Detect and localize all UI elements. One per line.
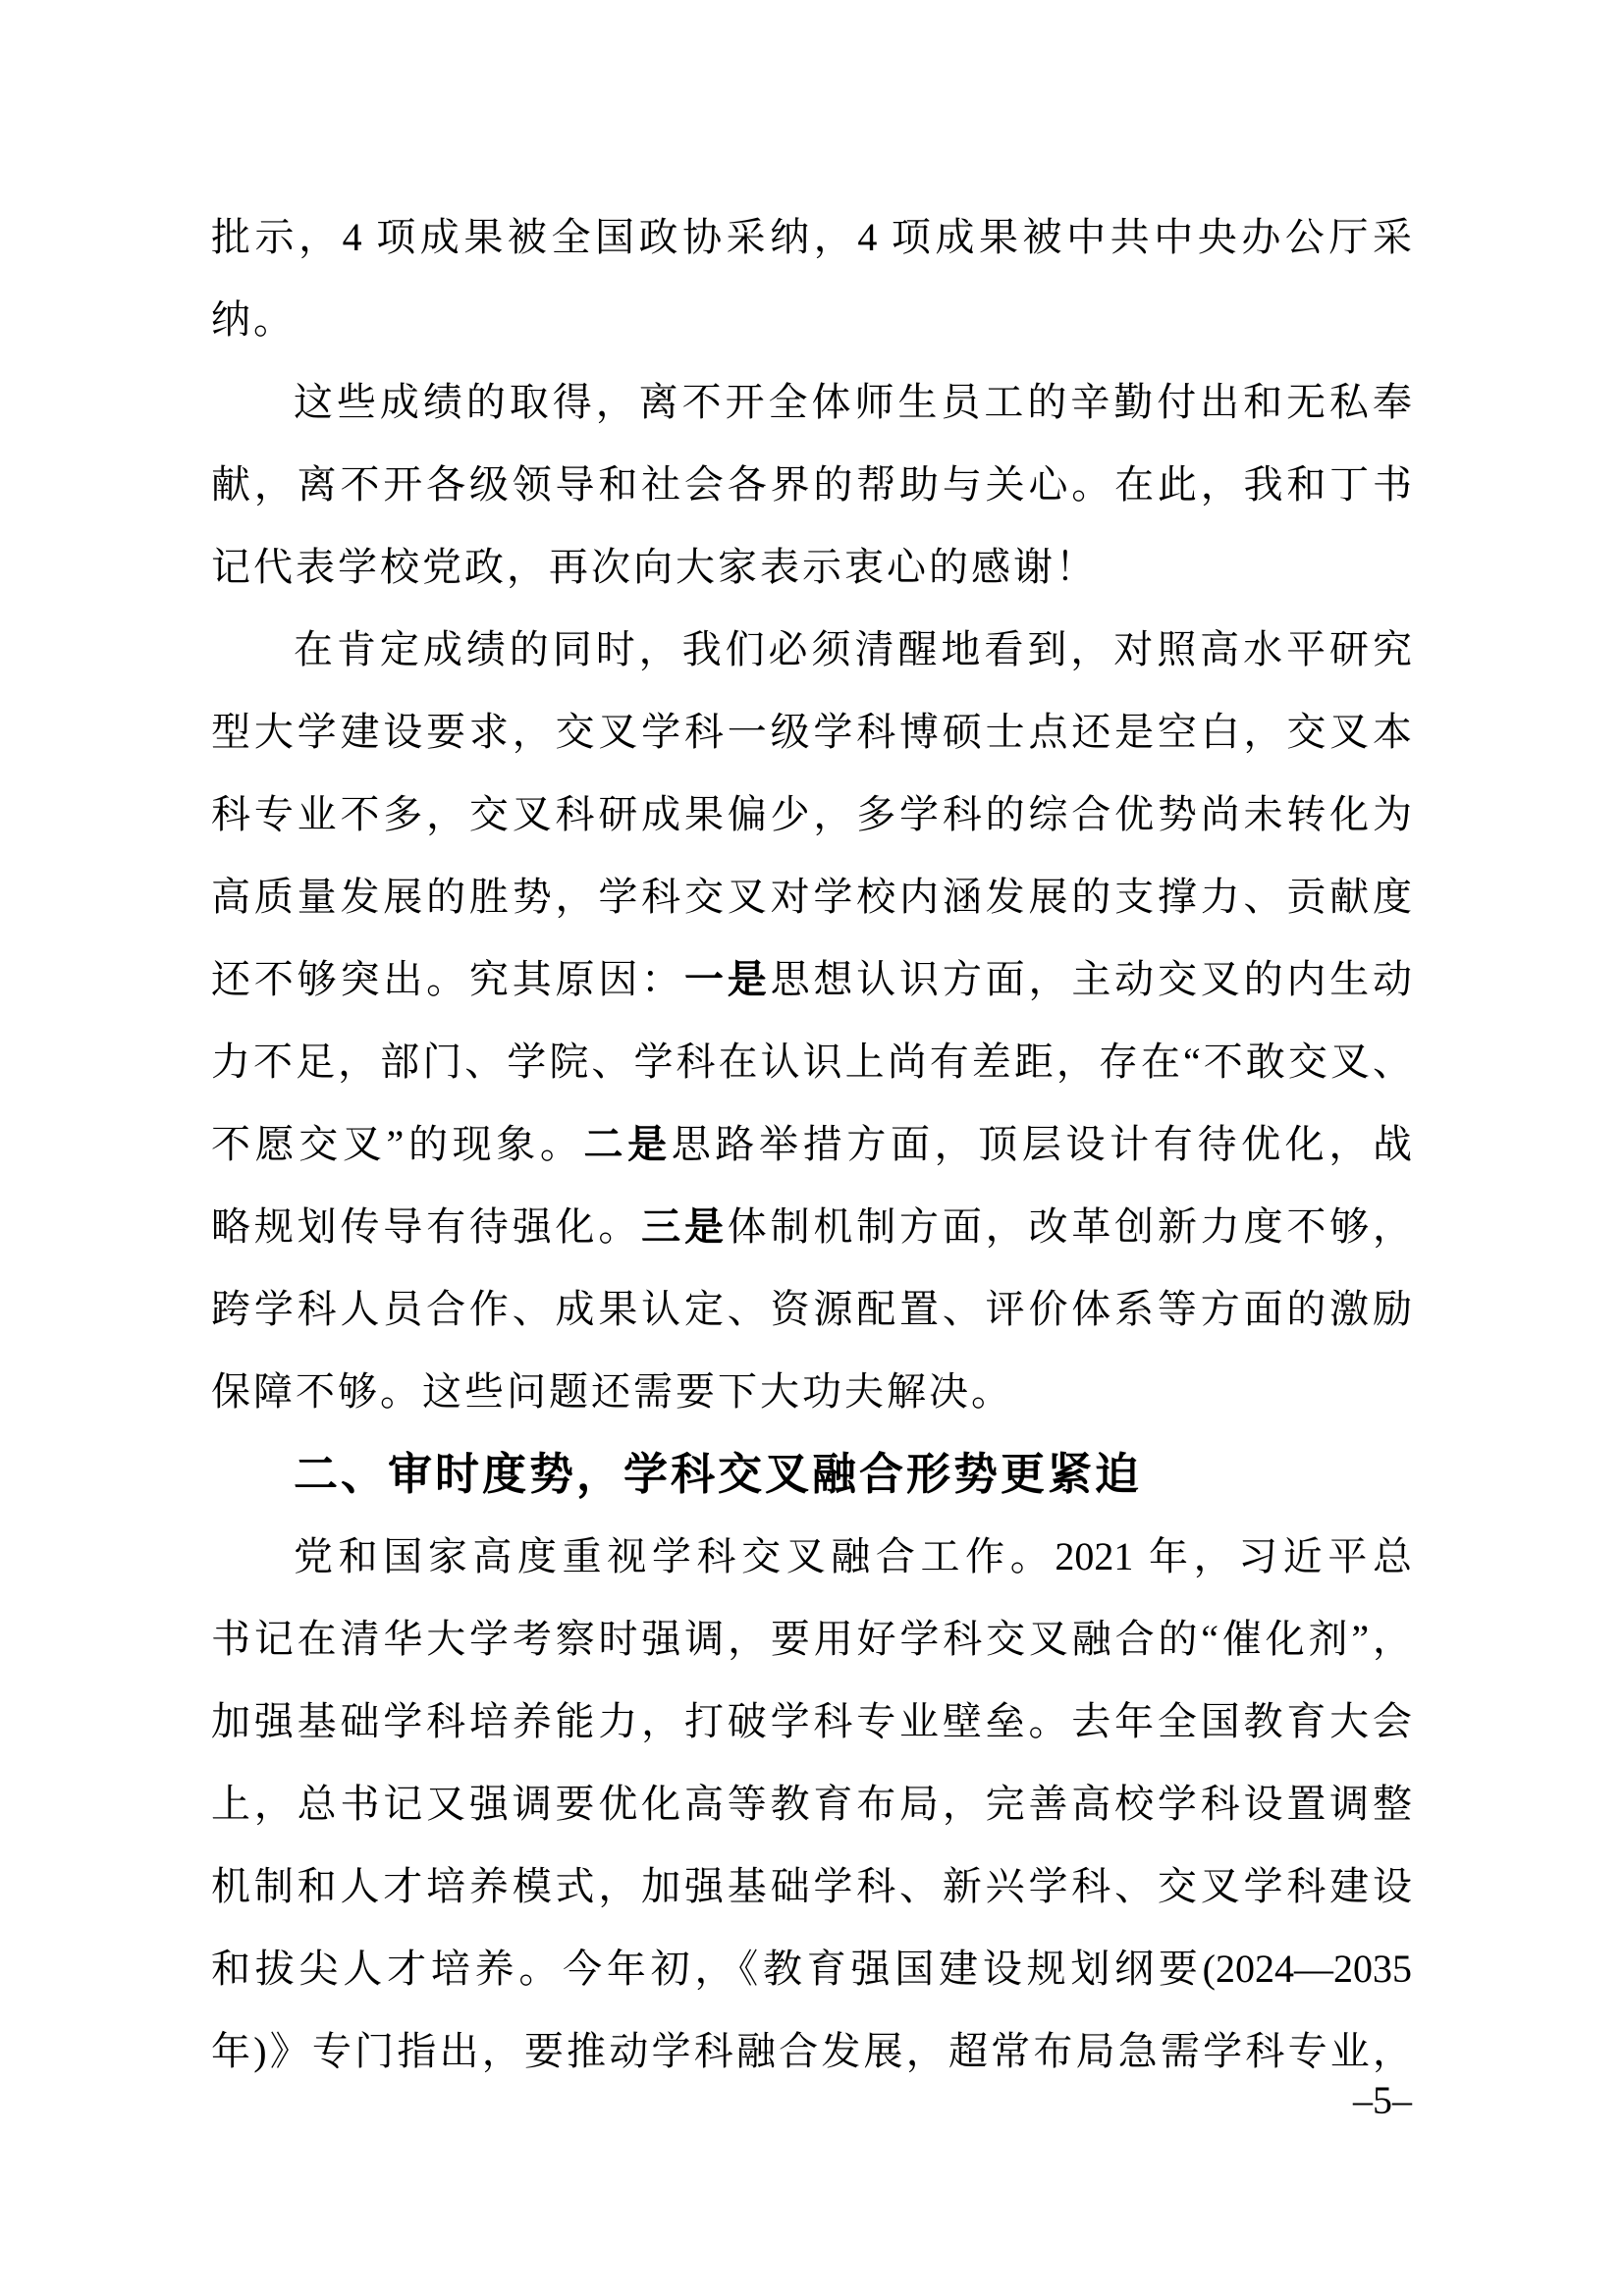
text-line xyxy=(211,1763,1412,1845)
body-text-segment: 加强基础学科培养能力，打破学科专业壁垒。去年全国教育大会 xyxy=(211,1699,1412,1743)
body-text-segment: 记代表学校党政，再次向大家表示衷心的感谢！ xyxy=(211,545,1098,589)
body-text-segment: 型大学建设要求，交叉学科一级学科博硕士点还是空白，交叉本 xyxy=(211,710,1412,754)
body-text-segment: 机制和人才培养模式，加强基础学科、新兴学科、交叉学科建设 xyxy=(211,1864,1412,1908)
body-text-segment: 党和国家高度重视学科交叉融合工作。2021 年，习近平总 xyxy=(294,1534,1412,1578)
emphasis-text: 二、审时度势，学科交叉融合形势更紧迫 xyxy=(294,1449,1143,1499)
body-text-segment: 书记在清华大学考察时强调，要用好学科交叉融合的“催化剂”， xyxy=(211,1617,1412,1661)
text-line xyxy=(211,1268,1412,1351)
text-line xyxy=(211,1516,1412,1598)
body-text-segment: 体制机制方面，改革创新力度不够， xyxy=(727,1204,1413,1249)
text-line xyxy=(211,1928,1412,2010)
text-line xyxy=(211,774,1412,856)
text-line xyxy=(211,1681,1412,1763)
body-text-segment: 保障不够。这些问题还需要下大功夫解决。 xyxy=(211,1369,1013,1414)
body-text-segment: 献，离不开各级领导和社会各界的帮助与关心。在此，我和丁书 xyxy=(211,462,1412,507)
text-line xyxy=(211,938,1412,1021)
text-line xyxy=(211,279,1412,361)
body-text-segment: 批示，4 项成果被全国政协采纳，4 项成果被中共中央办公厅采 xyxy=(211,215,1412,259)
body-text-segment: 思想认识方面，主动交叉的内生动 xyxy=(770,957,1413,1001)
page-number: –5– xyxy=(1353,2078,1412,2122)
text-line xyxy=(211,1103,1412,1186)
text-line xyxy=(211,526,1412,609)
body-text-segment: 这些成绩的取得，离不开全体师生员工的辛勤付出和无私奉 xyxy=(294,380,1412,424)
body-text-segment: 思路举措方面，顶层设计有待优化，战 xyxy=(671,1122,1412,1166)
body-text-segment: 在肯定成绩的同时，我们必须清醒地看到，对照高水平研究 xyxy=(294,627,1412,671)
text-line xyxy=(211,856,1412,938)
body-text-segment: 科专业不多，交叉科研成果偏少，多学科的综合优势尚未转化为 xyxy=(211,792,1412,836)
text-line xyxy=(211,1351,1412,1433)
section-heading xyxy=(211,1433,1412,1516)
emphasis-text: 三是 xyxy=(641,1204,728,1249)
body-text-segment: 高质量发展的胜势，学科交叉对学校内涵发展的支撑力、贡献度 xyxy=(211,875,1412,919)
body-text-segment: 上，总书记又强调要优化高等教育布局，完善高校学科设置调整 xyxy=(211,1782,1412,1826)
body-text-segment: 力不足，部门、学院、学科在认识上尚有差距，存在“不敢交叉、 xyxy=(211,1040,1412,1084)
text-line xyxy=(211,1021,1412,1103)
text-line xyxy=(211,1598,1412,1681)
text-line xyxy=(211,196,1412,279)
text-line xyxy=(211,609,1412,691)
body-text-segment: 略规划传导有待强化。 xyxy=(211,1204,642,1249)
body-text-segment: 还不够突出。究其原因： xyxy=(211,957,684,1001)
text-line xyxy=(211,444,1412,526)
text-line xyxy=(211,691,1412,774)
text-line xyxy=(211,1845,1412,1928)
body-text-segment: 不愿交叉”的现象。 xyxy=(211,1122,584,1166)
document-body xyxy=(211,196,1412,2093)
text-line xyxy=(211,2010,1412,2093)
body-text-segment: 跨学科人员合作、成果认定、资源配置、评价体系等方面的激励 xyxy=(211,1287,1412,1331)
emphasis-text: 一是 xyxy=(683,957,771,1001)
body-text-segment: 纳。 xyxy=(211,297,296,342)
text-line xyxy=(211,1186,1412,1268)
body-text-segment: 和拔尖人才培养。今年初，《教育强国建设规划纲要(2024—2035 xyxy=(211,1947,1412,1991)
text-line xyxy=(211,361,1412,444)
body-text-segment: 年)》专门指出，要推动学科融合发展，超常布局急需学科专业， xyxy=(211,2029,1412,2073)
emphasis-text: 二是 xyxy=(583,1122,672,1166)
